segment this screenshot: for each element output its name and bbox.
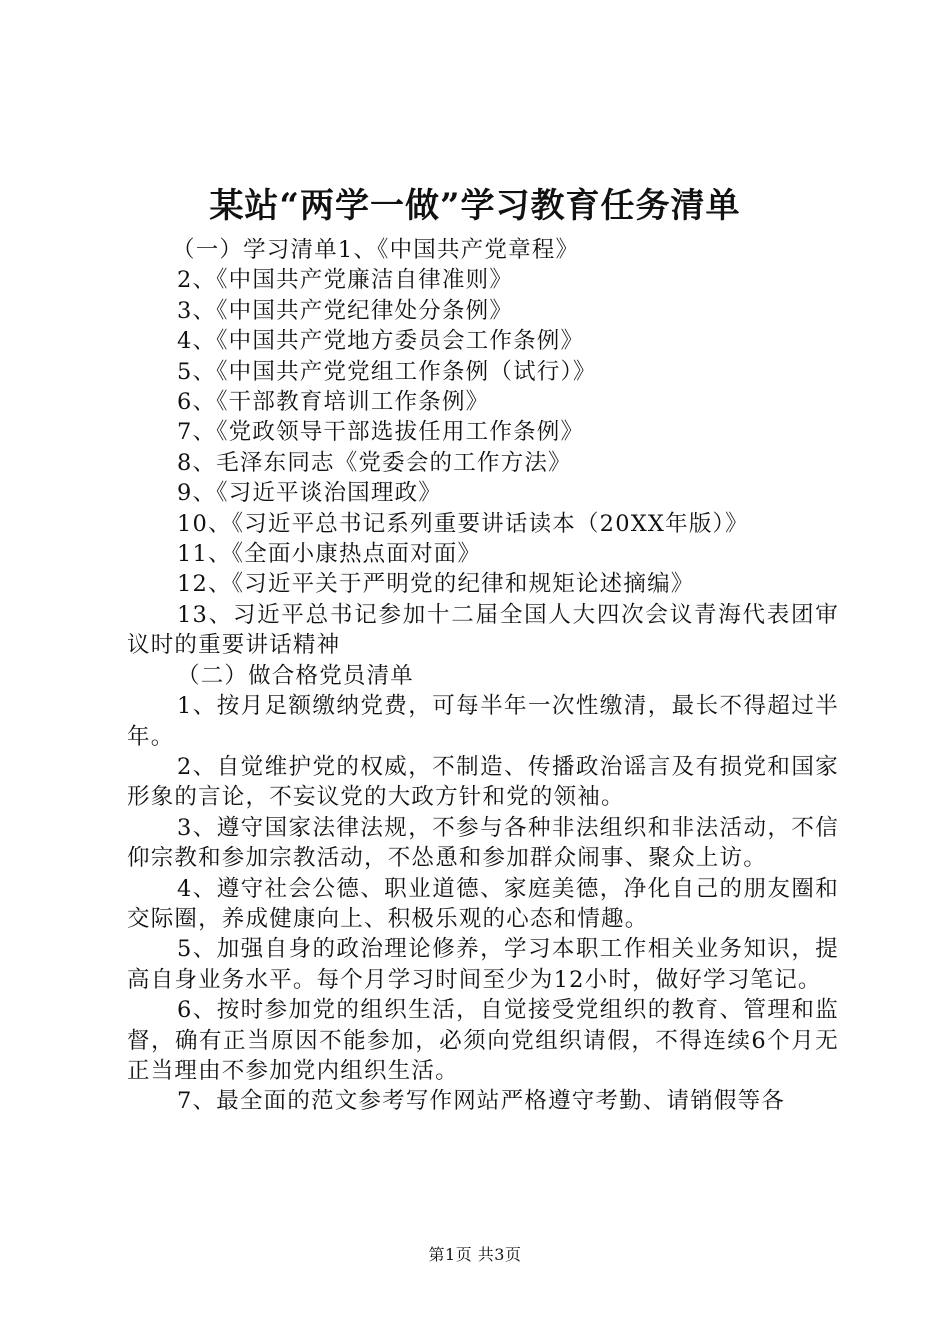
- member-item-2: 2、自觉维护党的权威，不制造、传播政治谣言及有损党和国家形象的言论，不妄议党的大政方针和党的领袖。: [127, 753, 839, 811]
- study-item-7: 7、《党政领导干部选拔任用工作条例》: [177, 419, 585, 446]
- document-title: 某站“两学一做”学习教育任务清单: [209, 186, 741, 226]
- study-list-first-line: [127, 235, 839, 265]
- member-item-3: 3、遵守国家法律法规，不参与各种非法组织和非法活动，不信仰宗教和参加宗教活动，不怂恿和参加群众闹事、聚众上访。: [127, 814, 839, 872]
- study-item-4: 4、《中国共产党地方委员会工作条例》: [177, 328, 585, 355]
- study-item-5: 5、《中国共产党党组工作条例（试行）》: [177, 358, 597, 385]
- study-item-10: 10、《习近平总书记系列重要讲话读本（20XX年版）》: [177, 510, 749, 537]
- study-item-12: 12、《习近平关于严明党的纪律和规矩论述摘编》: [177, 571, 695, 598]
- document-body: [127, 235, 839, 1117]
- study-item-9: 9、《习近平谈治国理政》: [177, 480, 442, 507]
- member-item-7: 7、最全面的范文参考写作网站严格遵守考勤、请销假等各: [177, 1088, 786, 1115]
- study-item-3: 3、《中国共产党纪律处分条例》: [177, 297, 514, 324]
- member-item-1: 1、按月足额缴纳党费，可每半年一次性缴清，最长不得超过半年。: [127, 693, 839, 750]
- study-item-13: 13、习近平总书记参加十二届全国人大四次会议青海代表团审议时的重要讲话精神: [127, 601, 839, 659]
- study-item-1: 1、《中国共产党章程》: [337, 237, 580, 263]
- page-footer: 第1页 共3页: [428, 1245, 522, 1264]
- study-item-2: 2、《中国共产党廉洁自律准则》: [177, 267, 514, 294]
- section2-heading: （二）做合格党员清单: [177, 662, 415, 689]
- member-item-5: 5、加强自身的政治理论修养，学习本职工作相关业务知识，提高自身业务水平。每个月学习时间至少为12小时，做好学习笔记。: [127, 936, 839, 993]
- study-item-11: 11、《全面小康热点面对面》: [177, 541, 482, 568]
- member-item-6: 6、按时参加党的组织生活，自觉接受党组织的教育、管理和监督，确有正当原因不能参加，必须向党组织请假，不得连续6个月无正当理由不参加党内组织生活。: [127, 997, 839, 1084]
- member-item-4: 4、遵守社会公德、职业道德、家庭美德，净化自己的朋友圈和交际圈，养成健康向上、积极乐观的心态和情趣。: [127, 875, 839, 932]
- study-item-6: 6、《干部教育培训工作条例》: [177, 389, 490, 416]
- study-item-8: 8、毛泽东同志《党委会的工作方法》: [177, 449, 572, 476]
- section1-heading: （一）学习清单: [172, 237, 338, 263]
